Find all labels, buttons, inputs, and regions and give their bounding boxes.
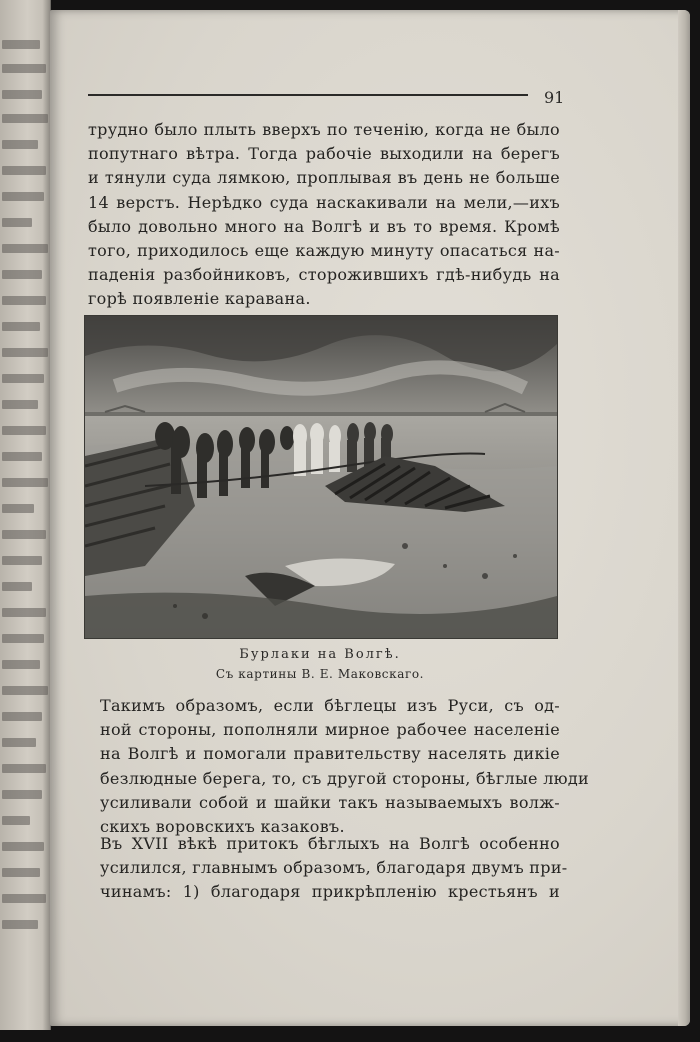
text-line: на Волгѣ и помогали правительству населять дикіе bbox=[100, 744, 560, 764]
text-line: чинамъ: 1) благодаря прикрѣпленію крестьянъ и bbox=[100, 882, 560, 902]
text-line: горѣ появленіе каравана. bbox=[88, 289, 311, 309]
text-line: и тянули суда лямкою, проплывая въ день не больше bbox=[88, 168, 560, 188]
paragraph-2 bbox=[88, 694, 590, 839]
figure-caption-subtitle: Съ картины В. Е. Маковскаго. bbox=[215, 667, 425, 681]
text-line: Въ XVII вѣкѣ притокъ бѣглыхъ на Волгѣ особенно bbox=[100, 834, 560, 853]
page-edge bbox=[678, 10, 690, 1026]
text-line: скихъ воровскихъ казаковъ. bbox=[100, 817, 345, 837]
text-line: усиливали собой и шайки такъ называемыхъ волж- bbox=[100, 792, 560, 812]
header-rule bbox=[88, 94, 528, 96]
paragraph-1 bbox=[88, 118, 560, 312]
text-line: безлюдные берега, то, съ другой стороны, бѣглые люди bbox=[100, 768, 590, 788]
text-line: было довольно много на Волгѣ и въ то время. Кромѣ bbox=[88, 216, 560, 236]
text-line: Такимъ образомъ, если бѣглецы изъ Руси, съ од- bbox=[100, 696, 560, 715]
text-line: паденія разбойниковъ, сторожившихъ гдѣ-нибудь на bbox=[88, 265, 560, 285]
barge-haulers-illustration bbox=[84, 315, 558, 639]
previous-page-edge bbox=[0, 0, 51, 1030]
text-line: 14 верстъ. Нерѣдко суда наскакивали на мели,—ихъ bbox=[88, 192, 560, 212]
book-page bbox=[50, 10, 690, 1026]
page-number: 91 bbox=[544, 88, 565, 107]
text-line: попутнаго вѣтра. Тогда рабочіе выходили на берегъ bbox=[88, 144, 560, 164]
paragraph-3 bbox=[88, 832, 568, 905]
text-line: ной стороны, пополняли мирное рабочее населеніе bbox=[100, 720, 560, 740]
text-line: трудно было плыть вверхъ по теченію, когда не было bbox=[88, 120, 560, 139]
figure-caption-title: Бурлаки на Волгѣ. bbox=[239, 647, 401, 662]
text-line: усилился, главнымъ образомъ, благодаря двумъ при- bbox=[100, 858, 568, 878]
text-line: того, приходилось еще каждую минуту опасаться на- bbox=[88, 241, 560, 261]
